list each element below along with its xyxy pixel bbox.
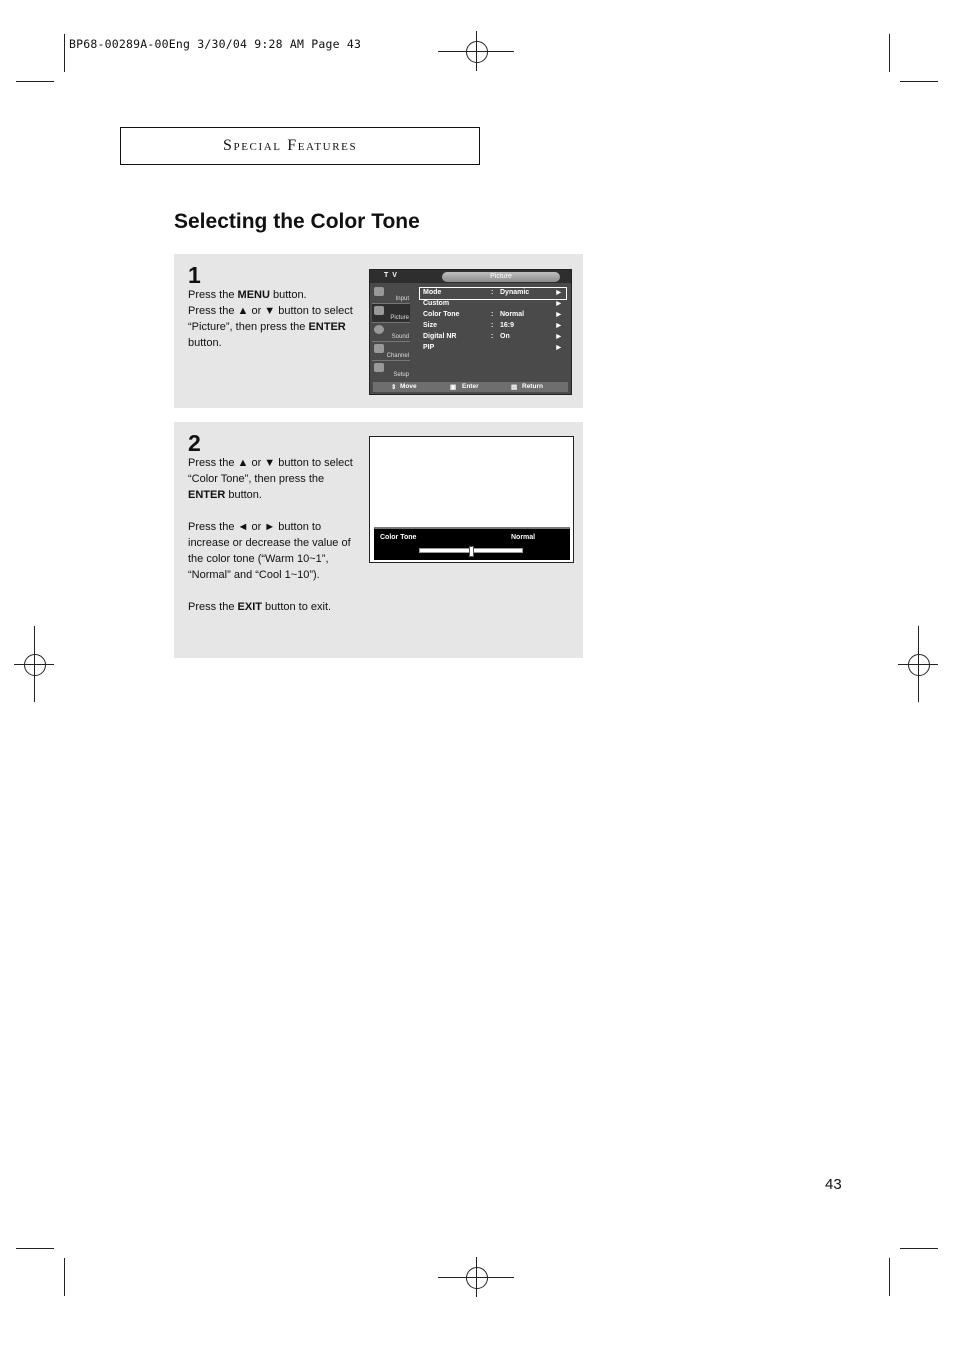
instruction-line: Press the MENU button. bbox=[188, 289, 307, 301]
footer-move: Move bbox=[400, 383, 417, 390]
color-tone-value: Normal bbox=[511, 534, 536, 541]
footer-return: Return bbox=[522, 383, 543, 390]
menu-row-digital-nr: Digital NR : On ▶ bbox=[423, 333, 561, 340]
menu-row-size: Size : 16:9 ▶ bbox=[423, 322, 561, 329]
return-icon: ▤ bbox=[511, 384, 518, 391]
step-number: 2 bbox=[188, 430, 201, 456]
crop-mark bbox=[900, 81, 938, 82]
tv-label: T V bbox=[384, 272, 398, 279]
tv-menu-footer bbox=[373, 382, 568, 392]
tv-menu-tab: Picture bbox=[442, 272, 560, 282]
sidebar-item-input: Input bbox=[372, 285, 410, 304]
color-tone-label: Color Tone bbox=[380, 534, 417, 541]
page-title: Selecting the Color Tone bbox=[174, 210, 420, 233]
tv-menu-rows bbox=[420, 288, 566, 354]
setup-icon bbox=[374, 363, 384, 372]
crop-mark bbox=[34, 626, 35, 702]
arrow-right-icon: ▶ bbox=[556, 290, 561, 296]
sidebar-item-channel: Channel bbox=[372, 342, 410, 361]
instruction-line: Press the ▲ or ▼ button to select “Picture”, then press the ENTER button. bbox=[188, 305, 353, 349]
sidebar-item-sound: Sound bbox=[372, 323, 410, 342]
color-tone-bar bbox=[374, 527, 570, 560]
arrow-right-icon: ▶ bbox=[556, 334, 561, 340]
picture-icon bbox=[374, 306, 384, 315]
enter-icon: ▣ bbox=[450, 384, 457, 391]
step-number: 1 bbox=[188, 262, 201, 288]
print-header: BP68-00289A-00Eng 3/30/04 9:28 AM Page 43 bbox=[69, 37, 362, 51]
crop-mark bbox=[900, 1248, 938, 1249]
crop-mark bbox=[16, 81, 54, 82]
channel-icon bbox=[374, 344, 384, 353]
step-1-instructions bbox=[188, 287, 360, 351]
menu-row-mode: Mode : Dynamic ▶ bbox=[420, 288, 566, 299]
tv-picture-menu-screenshot bbox=[369, 269, 572, 395]
registration-mark-icon bbox=[466, 41, 488, 63]
tv-menu-header bbox=[370, 270, 571, 283]
input-icon bbox=[374, 287, 384, 296]
menu-row-custom: Custom ▶ bbox=[423, 300, 561, 307]
move-icon: ⇕ bbox=[391, 384, 397, 391]
registration-mark-icon bbox=[466, 1267, 488, 1289]
crop-mark bbox=[889, 1258, 890, 1296]
color-tone-slider bbox=[419, 548, 523, 553]
tv-menu-sidebar bbox=[372, 285, 410, 380]
arrow-right-icon: ▶ bbox=[556, 312, 561, 318]
step-2-instructions bbox=[188, 455, 360, 631]
instruction-paragraph: Press the ◄ or ► button to increase or decrease the value of the color tone (“Warm 10~1”, “Normal” and “Cool 1~10”). bbox=[188, 521, 351, 581]
arrow-right-icon: ▶ bbox=[556, 301, 561, 307]
crop-mark bbox=[476, 1257, 477, 1297]
crop-mark bbox=[64, 1258, 65, 1296]
menu-row-pip: PIP ▶ bbox=[423, 344, 561, 351]
registration-mark-icon bbox=[24, 654, 46, 676]
footer-enter: Enter bbox=[462, 383, 479, 390]
crop-mark bbox=[64, 34, 65, 72]
instruction-paragraph: Press the ▲ or ▼ button to select “Color Tone”, then press the ENTER button. bbox=[188, 457, 353, 501]
color-tone-osd-screenshot bbox=[369, 436, 574, 563]
crop-mark bbox=[16, 1248, 54, 1249]
crop-mark bbox=[476, 31, 477, 71]
crop-mark bbox=[918, 626, 919, 702]
registration-mark-icon bbox=[908, 654, 930, 676]
section-title: Special Features bbox=[223, 137, 358, 154]
section-header-box bbox=[120, 127, 480, 165]
sound-icon bbox=[374, 325, 384, 334]
menu-row-color-tone: Color Tone : Normal ▶ bbox=[423, 311, 561, 318]
arrow-right-icon: ▶ bbox=[556, 323, 561, 329]
crop-mark bbox=[889, 34, 890, 72]
slider-knob bbox=[469, 546, 474, 557]
page-number: 43 bbox=[825, 1176, 842, 1193]
sidebar-item-picture: Picture bbox=[372, 304, 410, 323]
sidebar-item-setup: Setup bbox=[372, 361, 410, 379]
arrow-right-icon: ▶ bbox=[556, 345, 561, 351]
instruction-paragraph: Press the EXIT button to exit. bbox=[188, 601, 332, 613]
